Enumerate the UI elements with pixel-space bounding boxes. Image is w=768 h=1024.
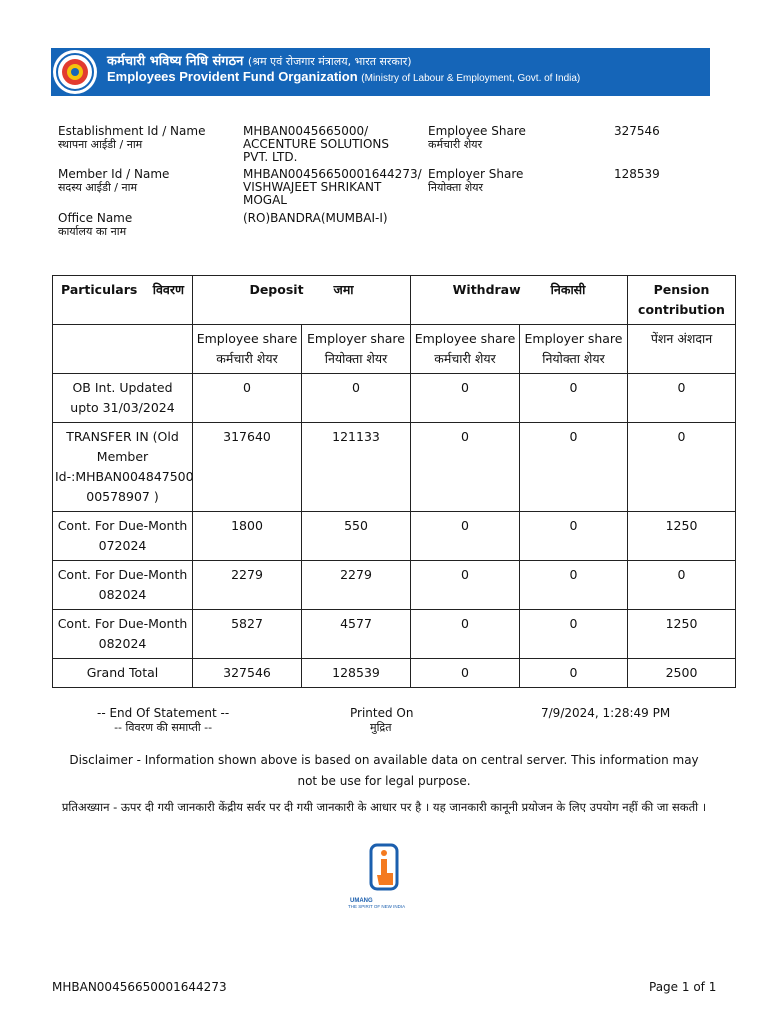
total-employer-withdraw: 0 bbox=[520, 659, 628, 688]
row-label: Cont. For Due-Month 082024 bbox=[53, 561, 193, 610]
umang-phone-icon bbox=[348, 843, 422, 895]
row-employee-withdraw: 0 bbox=[411, 423, 520, 512]
employee-share-label: Employee Share कर्मचारी शेयर bbox=[428, 124, 526, 151]
total-employee-withdraw: 0 bbox=[411, 659, 520, 688]
employee-share-value: 327546 bbox=[614, 124, 660, 138]
row-employee-deposit: 5827 bbox=[193, 610, 302, 659]
row-employee-withdraw: 0 bbox=[411, 610, 520, 659]
establishment-label: Establishment Id / Name स्थापना आईडी / नाम bbox=[58, 124, 206, 151]
row-employee-deposit: 0 bbox=[193, 374, 302, 423]
printed-on-label: Printed On मुद्रित bbox=[350, 706, 414, 734]
row-employee-withdraw: 0 bbox=[411, 561, 520, 610]
particulars-header: Particulars विवरण bbox=[53, 276, 193, 325]
row-pension: 1250 bbox=[628, 610, 736, 659]
row-employer-deposit: 121133 bbox=[302, 423, 411, 512]
title-hindi: कर्मचारी भविष्य निधि संगठन (श्रम एवं रोजगार मंत्रालय, भारत सरकार) bbox=[107, 54, 412, 69]
table-row bbox=[53, 512, 736, 561]
end-of-statement: -- End Of Statement -- -- विवरण की समाप्ती -- bbox=[97, 706, 230, 734]
table-row bbox=[53, 423, 736, 512]
printed-on-value: 7/9/2024, 1:28:49 PM bbox=[541, 706, 671, 720]
row-employer-withdraw: 0 bbox=[520, 374, 628, 423]
disclaimer-hindi: प्रतिअख्यान - ऊपर दी गयी जानकारी केंद्रीय सर्वर पर दी गयी जानकारी के आधार पर है । यह जानकारी कानूनी प्रयोजन के लिए उपयोग नहीं की जा सकती । bbox=[61, 800, 707, 814]
row-label: Cont. For Due-Month 082024 bbox=[53, 610, 193, 659]
row-employee-deposit: 1800 bbox=[193, 512, 302, 561]
row-label: TRANSFER IN (Old Member Id-:MHBAN004847500 00578907 ) bbox=[53, 423, 193, 512]
total-pension: 2500 bbox=[628, 659, 736, 688]
office-label: Office Name कार्यालय का नाम bbox=[58, 211, 133, 238]
table-row bbox=[53, 561, 736, 610]
umang-tagline: THE SPIRIT OF NEW INDIA bbox=[348, 904, 406, 909]
subheader-pension: पेंशन अंशदान bbox=[628, 325, 736, 374]
row-label: OB Int. Updated upto 31/03/2024 bbox=[53, 374, 193, 423]
table-row bbox=[53, 374, 736, 423]
row-employee-withdraw: 0 bbox=[411, 512, 520, 561]
row-employer-withdraw: 0 bbox=[520, 423, 628, 512]
umang-name: UMANG bbox=[350, 898, 373, 904]
disclaimer-english: Disclaimer - Information shown above is based on available data on central server. This information may not be use for legal purpose. bbox=[69, 753, 699, 788]
subheader-employee-deposit: Employee share कर्मचारी शेयर bbox=[193, 325, 302, 374]
deposit-header: Deposit जमा bbox=[193, 276, 411, 325]
row-employer-deposit: 0 bbox=[302, 374, 411, 423]
total-employer-deposit: 128539 bbox=[302, 659, 411, 688]
row-employer-withdraw: 0 bbox=[520, 610, 628, 659]
establishment-value: MHBAN0045665000/ ACCENTURE SOLUTIONS PVT. LTD. bbox=[243, 124, 390, 164]
row-employee-deposit: 2279 bbox=[193, 561, 302, 610]
epfo-logo-icon bbox=[53, 50, 97, 94]
row-pension: 0 bbox=[628, 423, 736, 512]
row-pension: 0 bbox=[628, 561, 736, 610]
member-value: MHBAN00456650001644273/ VISHWAJEET SHRIKANT MOGAL bbox=[243, 167, 422, 207]
subheader-employee-withdraw: Employee share कर्मचारी शेयर bbox=[411, 325, 520, 374]
header-banner bbox=[51, 48, 710, 96]
total-employee-deposit: 327546 bbox=[193, 659, 302, 688]
umang-logo bbox=[348, 843, 422, 913]
row-pension: 0 bbox=[628, 374, 736, 423]
footer-member-id: MHBAN00456650001644273 bbox=[52, 980, 227, 994]
total-label: Grand Total bbox=[53, 659, 193, 688]
table-row bbox=[53, 610, 736, 659]
row-employer-withdraw: 0 bbox=[520, 561, 628, 610]
pension-header: Pension contribution bbox=[628, 276, 736, 325]
table-subheader-row bbox=[53, 325, 736, 374]
office-value: (RO)BANDRA(MUMBAI-I) bbox=[243, 211, 388, 225]
employer-share-label: Employer Share नियोक्ता शेयर bbox=[428, 167, 524, 194]
row-employer-deposit: 4577 bbox=[302, 610, 411, 659]
employer-share-value: 128539 bbox=[614, 167, 660, 181]
statement-table bbox=[52, 275, 736, 688]
row-pension: 1250 bbox=[628, 512, 736, 561]
row-employer-withdraw: 0 bbox=[520, 512, 628, 561]
subheader-empty bbox=[53, 325, 193, 374]
grand-total-row bbox=[53, 659, 736, 688]
row-employer-deposit: 2279 bbox=[302, 561, 411, 610]
withdraw-header: Withdraw निकासी bbox=[411, 276, 628, 325]
page-number: Page 1 of 1 bbox=[649, 980, 717, 994]
row-employee-deposit: 317640 bbox=[193, 423, 302, 512]
subheader-employer-deposit: Employer share नियोक्ता शेयर bbox=[302, 325, 411, 374]
table-header-row bbox=[53, 276, 736, 325]
row-employer-deposit: 550 bbox=[302, 512, 411, 561]
row-label: Cont. For Due-Month 072024 bbox=[53, 512, 193, 561]
member-label: Member Id / Name सदस्य आईडी / नाम bbox=[58, 167, 170, 194]
subheader-employer-withdraw: Employer share नियोक्ता शेयर bbox=[520, 325, 628, 374]
row-employee-withdraw: 0 bbox=[411, 374, 520, 423]
title-english: Employees Provident Fund Organization (Ministry of Labour & Employment, Govt. of India) bbox=[107, 69, 581, 84]
